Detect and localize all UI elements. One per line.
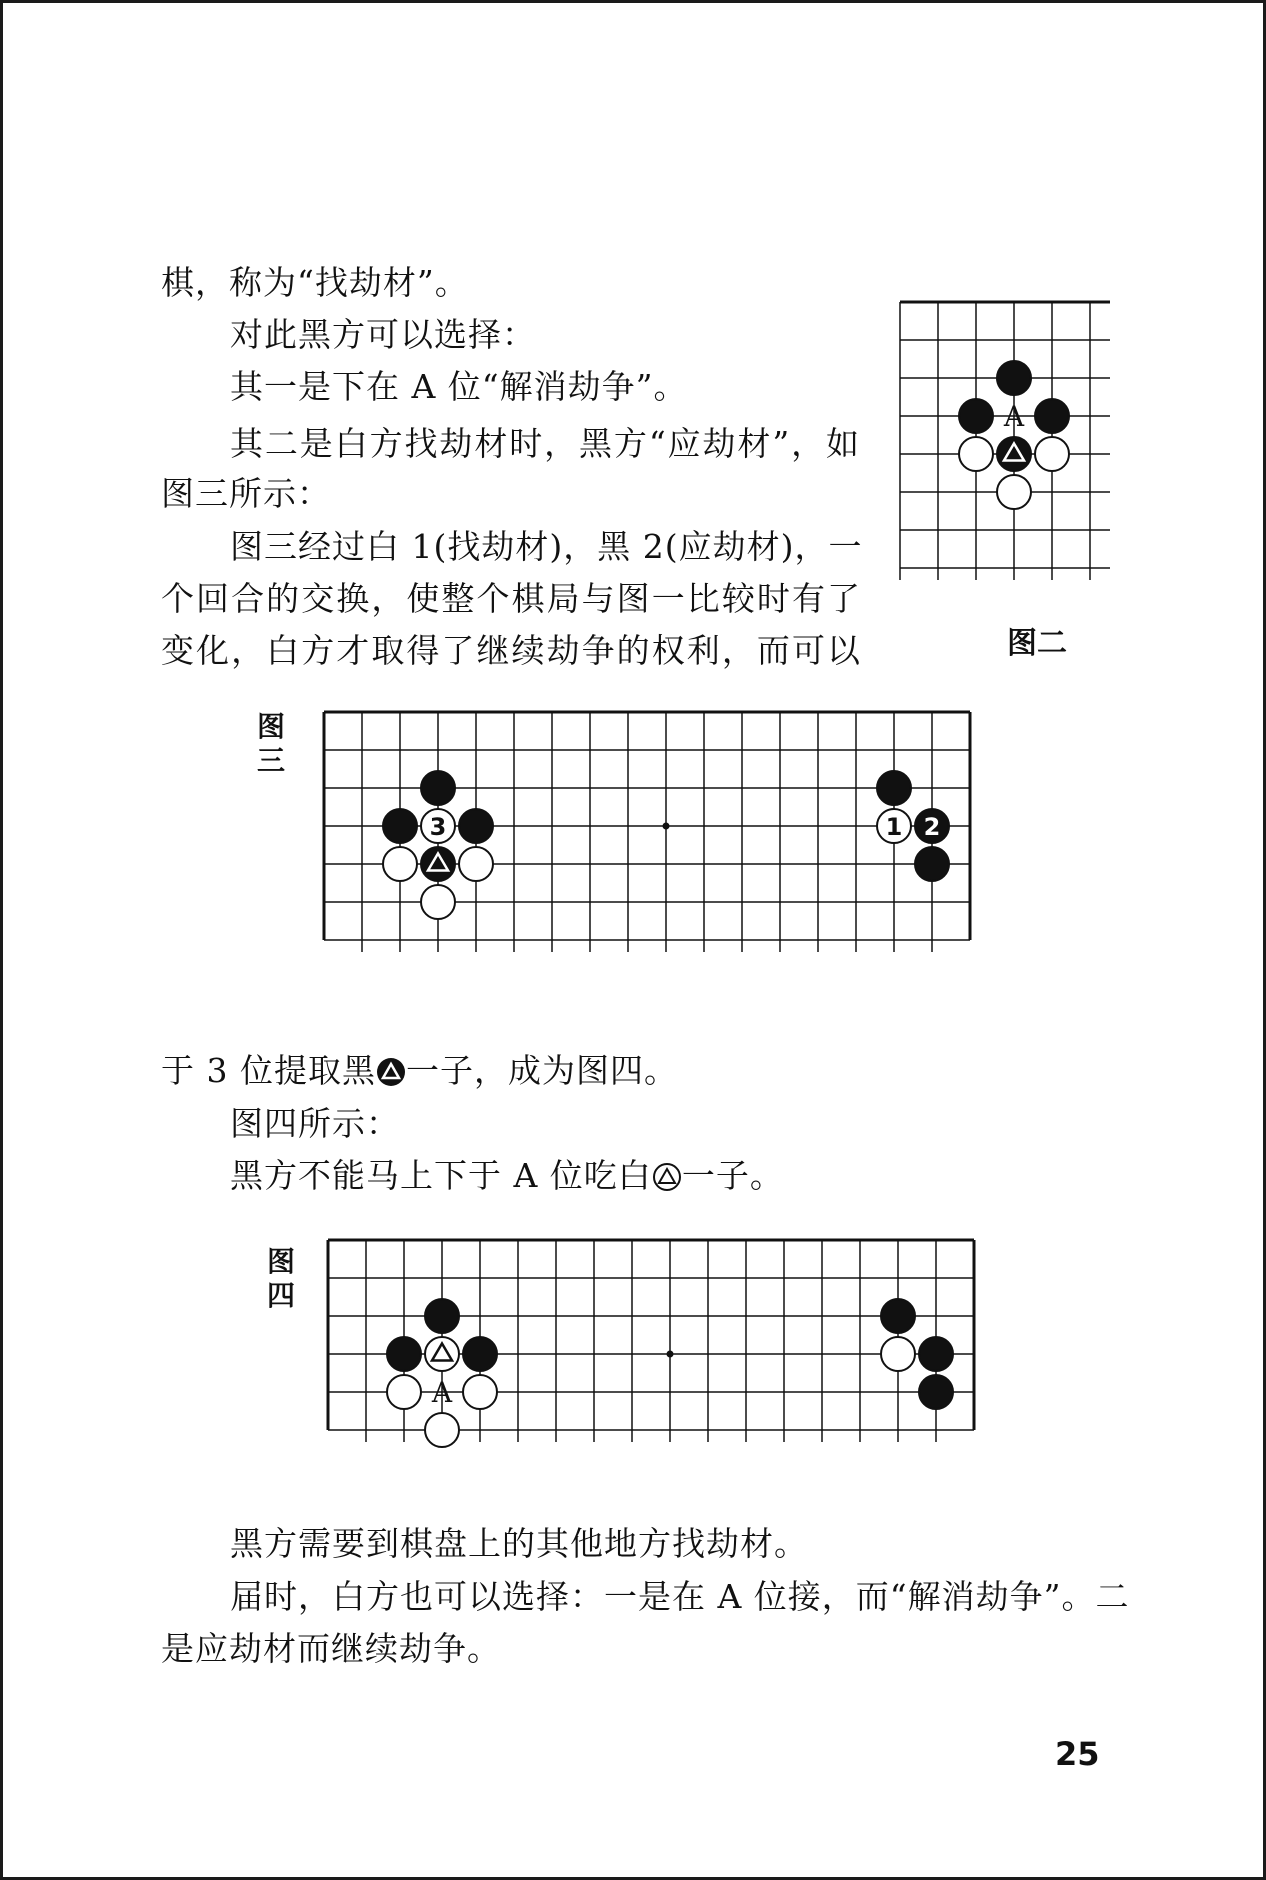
- black-stone: [459, 809, 493, 843]
- paragraph-9: 黑方需要到棋盘上的其他地方找劫材。: [230, 1524, 808, 1563]
- paragraph-5-line-2: 个回合的交换，使整个棋局与图一比较时有了: [161, 579, 861, 618]
- white-stone: [387, 1375, 421, 1409]
- paragraph-4-line-1: 其二是白方找劫材时，黑方“应劫材”，如: [230, 424, 860, 463]
- fig3-caption: 图三: [256, 710, 285, 777]
- white-stone: [881, 1337, 915, 1371]
- stone-body: [881, 1337, 915, 1371]
- stone-body: [915, 847, 949, 881]
- white-triangle-stone-icon: [653, 1163, 681, 1191]
- white-stone: [425, 1413, 459, 1447]
- stone-body: [997, 361, 1031, 395]
- black-stone: [383, 809, 417, 843]
- black-stone: [1035, 399, 1069, 433]
- go-diagram-fig4: [326, 1238, 1018, 1492]
- stone-body: [459, 809, 493, 843]
- white-stone: [997, 475, 1031, 509]
- white-stone: [459, 847, 493, 881]
- paragraph-6-after: 一子，成为图四。: [405, 1051, 678, 1090]
- go-diagram-fig3: [322, 710, 1014, 1000]
- stone-body: [997, 475, 1031, 509]
- stone-body: [959, 399, 993, 433]
- stone-body: [387, 1375, 421, 1409]
- black-stone: [881, 1299, 915, 1333]
- white-stone: [421, 885, 455, 919]
- white-stone: [383, 847, 417, 881]
- stone-body: [425, 1299, 459, 1333]
- fig4-grid: [328, 1240, 974, 1442]
- stone-body: [463, 1337, 497, 1371]
- go-diagram-fig2: [898, 300, 1110, 590]
- stone-body: [425, 1413, 459, 1447]
- paragraph-8-before: 黑方不能马上下于 A 位吃白: [230, 1156, 652, 1195]
- paragraph-5-line-1: 图三经过白 1(找劫材)，黑 2(应劫材)，一: [230, 527, 863, 566]
- paragraph-6: [161, 1046, 678, 1096]
- white-stone: [421, 809, 455, 843]
- move-number: 2: [923, 813, 941, 841]
- page-number: 25: [1055, 1735, 1100, 1773]
- paragraph-8-after: 一子。: [681, 1156, 784, 1195]
- paragraph-10-line-1: 届时，白方也可以选择：一是在 A 位接，而“解消劫争”。二: [230, 1577, 1130, 1616]
- black-stone: [463, 1337, 497, 1371]
- black-stone: [877, 771, 911, 805]
- stone-body: [463, 1375, 497, 1409]
- white-stone: [463, 1375, 497, 1409]
- stone-body: [1035, 399, 1069, 433]
- fig3-grid: [324, 712, 970, 952]
- stone-body: [387, 1337, 421, 1371]
- black-stone: [425, 1299, 459, 1333]
- paragraph-5-line-3: 变化，白方才取得了继续劫争的权利，而可以: [161, 631, 861, 670]
- white-stone: [877, 809, 911, 843]
- black-stone: [387, 1337, 421, 1371]
- paragraph-3: 其一是下在 A 位“解消劫争”。: [230, 367, 688, 406]
- stone-body: [959, 437, 993, 471]
- white-stone: [959, 437, 993, 471]
- paragraph-4-line-2: 图三所示：: [161, 474, 331, 513]
- stone-body: [919, 1375, 953, 1409]
- stone-body: [459, 847, 493, 881]
- move-number: 1: [885, 813, 903, 841]
- black-stone: [997, 361, 1031, 395]
- stone-body: [877, 771, 911, 805]
- black-stone: [919, 1375, 953, 1409]
- paragraph-2: 对此黑方可以选择：: [230, 315, 536, 354]
- black-stone: [421, 847, 455, 881]
- black-stone: [997, 437, 1031, 471]
- point-label-a: A: [1003, 400, 1025, 433]
- paragraph-10-line-2: 是应劫材而继续劫争。: [161, 1629, 501, 1668]
- stone-body: [421, 771, 455, 805]
- black-stone: [919, 1337, 953, 1371]
- stone-body: [383, 809, 417, 843]
- stone-body: [919, 1337, 953, 1371]
- paragraph-6-before: 于 3 位提取黑: [161, 1051, 376, 1090]
- stone-body: [421, 885, 455, 919]
- fig2-caption: 图二: [1007, 626, 1067, 661]
- stone-body: [881, 1299, 915, 1333]
- black-triangle-stone-icon: [377, 1058, 405, 1086]
- white-stone: [1035, 437, 1069, 471]
- star-point: [663, 823, 670, 830]
- move-number: 3: [429, 813, 447, 841]
- stone-body: [383, 847, 417, 881]
- black-stone: [959, 399, 993, 433]
- paragraph-7: 图四所示：: [230, 1104, 400, 1143]
- fig4-caption: 图四: [266, 1245, 295, 1312]
- white-stone: [425, 1337, 459, 1371]
- paragraph-1: 棋，称为“找劫材”。: [161, 263, 469, 302]
- black-stone: [915, 847, 949, 881]
- star-point: [667, 1351, 674, 1358]
- black-stone: [915, 809, 949, 843]
- stone-body: [1035, 437, 1069, 471]
- paragraph-8: [230, 1151, 784, 1201]
- black-stone: [421, 771, 455, 805]
- point-label-a: A: [431, 1376, 453, 1409]
